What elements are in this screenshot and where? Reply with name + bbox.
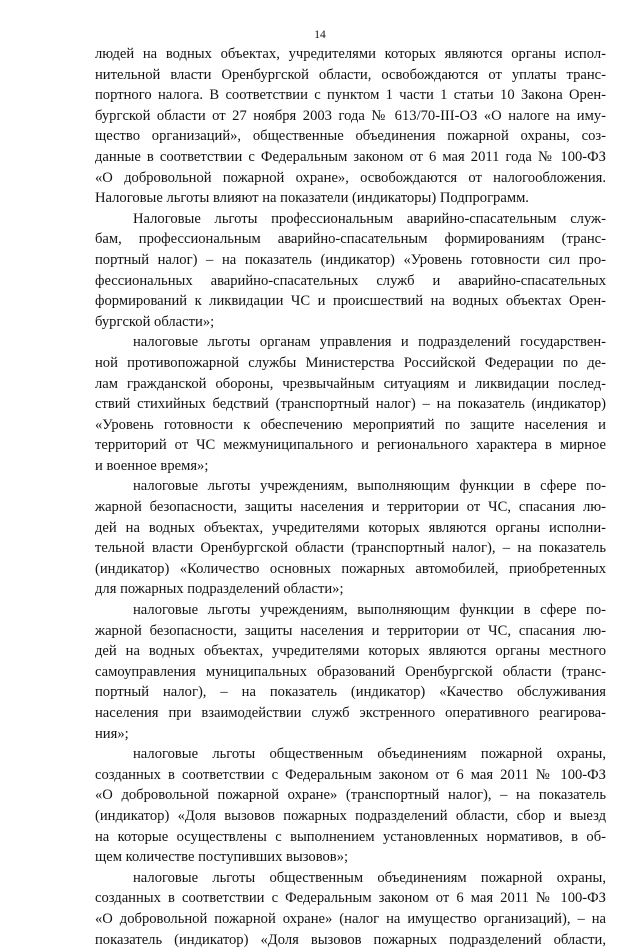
text-line: «О добровольной пожарной охране» (налог на имущество организаций), – на (95, 910, 606, 927)
text-line: людей на водных объектах, учредителями которых являются органы испол- (95, 46, 606, 62)
text-line: созданных в соответствии с Федеральным законом от 6 мая 2011 № 100-ФЗ (95, 766, 606, 783)
text-line: дей на водных объектах, учредителями которых являются органы местного (95, 643, 606, 660)
text-line: Налоговые льготы влияют на показатели (индикаторы) Подпрограмм. (95, 190, 529, 207)
text-line: налоговые льготы общественным объединениям пожарной охраны, (133, 869, 606, 886)
text-line: показатель (индикатор) «Доля вызовов пожарных подразделений области, (95, 931, 606, 948)
paragraph (95, 332, 606, 476)
text-line: дей на водных объектах, учредителями которых являются органы исполни- (95, 519, 606, 536)
text-line: территорий от ЧС межмуниципального и регионального характера в мирное (95, 437, 606, 454)
text-line: щем количестве поступивших вызовов»; (95, 849, 349, 866)
paragraph (95, 44, 606, 209)
paragraph (95, 476, 606, 600)
page-number: 14 (314, 29, 326, 41)
text-line: жарной безопасности, защиты населения и территории от ЧС, спасания лю- (95, 499, 606, 516)
text-line: ствий стихийных бедствий (транспортный налог) – на показатель (индикатор) (95, 396, 606, 413)
text-line: для пожарных подразделений области»; (95, 581, 344, 598)
text-line: портного налога. В соответствии с пунктом 1 части 1 статьи 10 Закона Орен- (95, 87, 606, 104)
text-line: нительной власти Оренбургской области, освобождаются от уплаты транс- (95, 66, 606, 83)
text-line: самоуправления муниципальных образований Оренбургской области (транс- (95, 663, 606, 680)
text-line: данные в соответствии с Федеральным законом от 6 мая 2011 года № 100-ФЗ (95, 148, 606, 165)
text-line: тельной власти Оренбургской области (транспортный налог), – на показатель (95, 540, 606, 557)
paragraph (95, 600, 606, 744)
paragraph (95, 744, 606, 868)
text-line: «О добровольной пожарной охране» (транспортный налог), – на показатель (95, 787, 606, 804)
text-line: «О добровольной пожарной охране», освобождаются от налогообложения. (95, 169, 606, 186)
text-line: на которые осуществлены с выполнением установленных нормативов, в об- (95, 828, 606, 845)
text-line: лам гражданской обороны, чрезвычайным ситуациям и ликвидации послед- (95, 375, 606, 392)
text-line: населения при взаимодействии служб экстренного оперативного реагирова- (95, 705, 606, 721)
text-line: портный налог) – на показатель (индикатор) «Уровень готовности сил про- (95, 251, 606, 268)
text-line: Налоговые льготы профессиональным аварийно-спасательным служ- (133, 210, 606, 227)
text-line: (индикатор) «Количество основных пожарных автомобилей, приобретенных (95, 560, 606, 577)
document-body (95, 44, 606, 950)
text-line: портный налог), – на показатель (индикатор) «Качество обслуживания (95, 684, 606, 701)
text-line: фессиональных аварийно-спасательных служб и аварийно-спасательных (95, 272, 606, 289)
paragraph (95, 209, 606, 333)
paragraph (95, 868, 606, 950)
text-line: «Уровень готовности к обеспечению мероприятий по защите населения и (95, 416, 606, 433)
text-line: созданных в соответствии с Федеральным законом от 6 мая 2011 № 100-ФЗ (95, 890, 606, 907)
text-line: (индикатор) «Доля вызовов пожарных подразделений области, сбор и выезд (95, 807, 606, 824)
text-line: формирований к ликвидации ЧС и происшествий на водных объектах Орен- (95, 293, 606, 310)
text-line: налоговые льготы учреждениям, выполняющим функции в сфере по- (133, 602, 606, 619)
text-line: бам, профессиональным аварийно-спасательным формированиям (транс- (95, 231, 606, 248)
text-line: налоговые льготы органам управления и подразделений государствен- (133, 334, 606, 351)
text-line: и военное время»; (95, 457, 209, 474)
text-line: налоговые льготы общественным объединениям пожарной охраны, (133, 746, 606, 763)
text-line: щество организаций», общественные объединения пожарной охраны, соз- (95, 128, 606, 145)
text-line: бургской области»; (95, 313, 215, 330)
text-line: ной противопожарной службы Министерства Российской Федерации по де- (95, 354, 606, 371)
text-line: бургской области от 27 ноября 2003 года № 613/70-III-ОЗ «О налоге на иму- (95, 107, 606, 124)
text-line: жарной безопасности, защиты населения и территории от ЧС, спасания лю- (95, 622, 606, 639)
text-line: ния»; (95, 725, 129, 742)
text-line: налоговые льготы учреждениям, выполняющим функции в сфере по- (133, 478, 606, 495)
